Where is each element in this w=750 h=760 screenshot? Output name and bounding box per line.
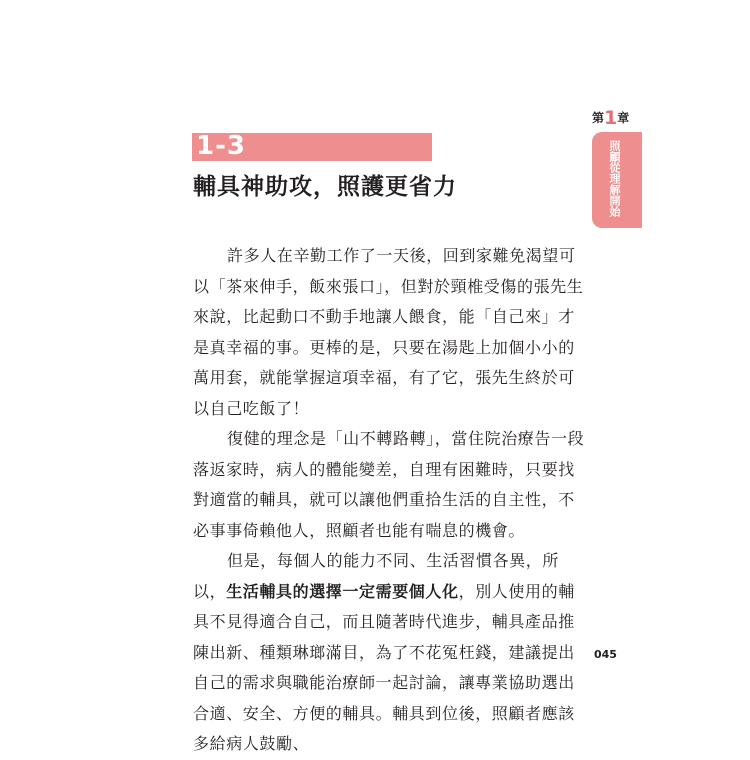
paragraph xyxy=(193,546,585,760)
chapter-tab xyxy=(592,132,642,228)
chapter-suffix: 章 xyxy=(617,111,630,125)
section-number: 1-3 xyxy=(196,131,246,161)
chapter-title: 照顧從理解開始 xyxy=(608,140,621,217)
page-number: 045 xyxy=(594,648,617,661)
paragraph-text: 但是，每個人的能力不同、生活習慣各異，所以， xyxy=(193,551,560,601)
section-title: 輔具神助攻，照護更省力 xyxy=(193,174,457,200)
chapter-number: 1 xyxy=(604,107,618,129)
paragraph-text: ，別人使用的輔具不見得適合自己，而且隨著時代進步，輔具產品推陳出新、種類琳瑯滿目，為了不花冤枉錢，建議提出自己的需求與職能治療師一起討論，讓專業協助選出合適、安全、方便的輔具。輔具到位後，照顧者應該多給病人鼓勵、 xyxy=(193,581,575,753)
body-text xyxy=(193,241,585,760)
chapter-prefix: 第 xyxy=(592,111,605,125)
paragraph: 許多人在辛勤工作了一天後，回到家難免渴望可以「茶來伸手，飯來張口」，但對於頸椎受傷的張先生來說，比起動口不動手地讓人餵食，能「自己來」才是真幸福的事。更棒的是，只要在湯匙上加個小小的萬用套，就能掌握這項幸福，有了它，張先生終於可以自己吃飯了！ xyxy=(193,246,584,418)
paragraph: 復健的理念是「山不轉路轉」，當住院治療告一段落返家時，病人的體能變差，自理有困難時，只要找對適當的輔具，就可以讓他們重拾生活的自主性，不必事事倚賴他人，照顧者也能有喘息的機會。 xyxy=(193,429,585,540)
chapter-label xyxy=(592,108,629,128)
emphasized-text: 生活輔具的選擇一定需要個人化 xyxy=(226,581,459,601)
